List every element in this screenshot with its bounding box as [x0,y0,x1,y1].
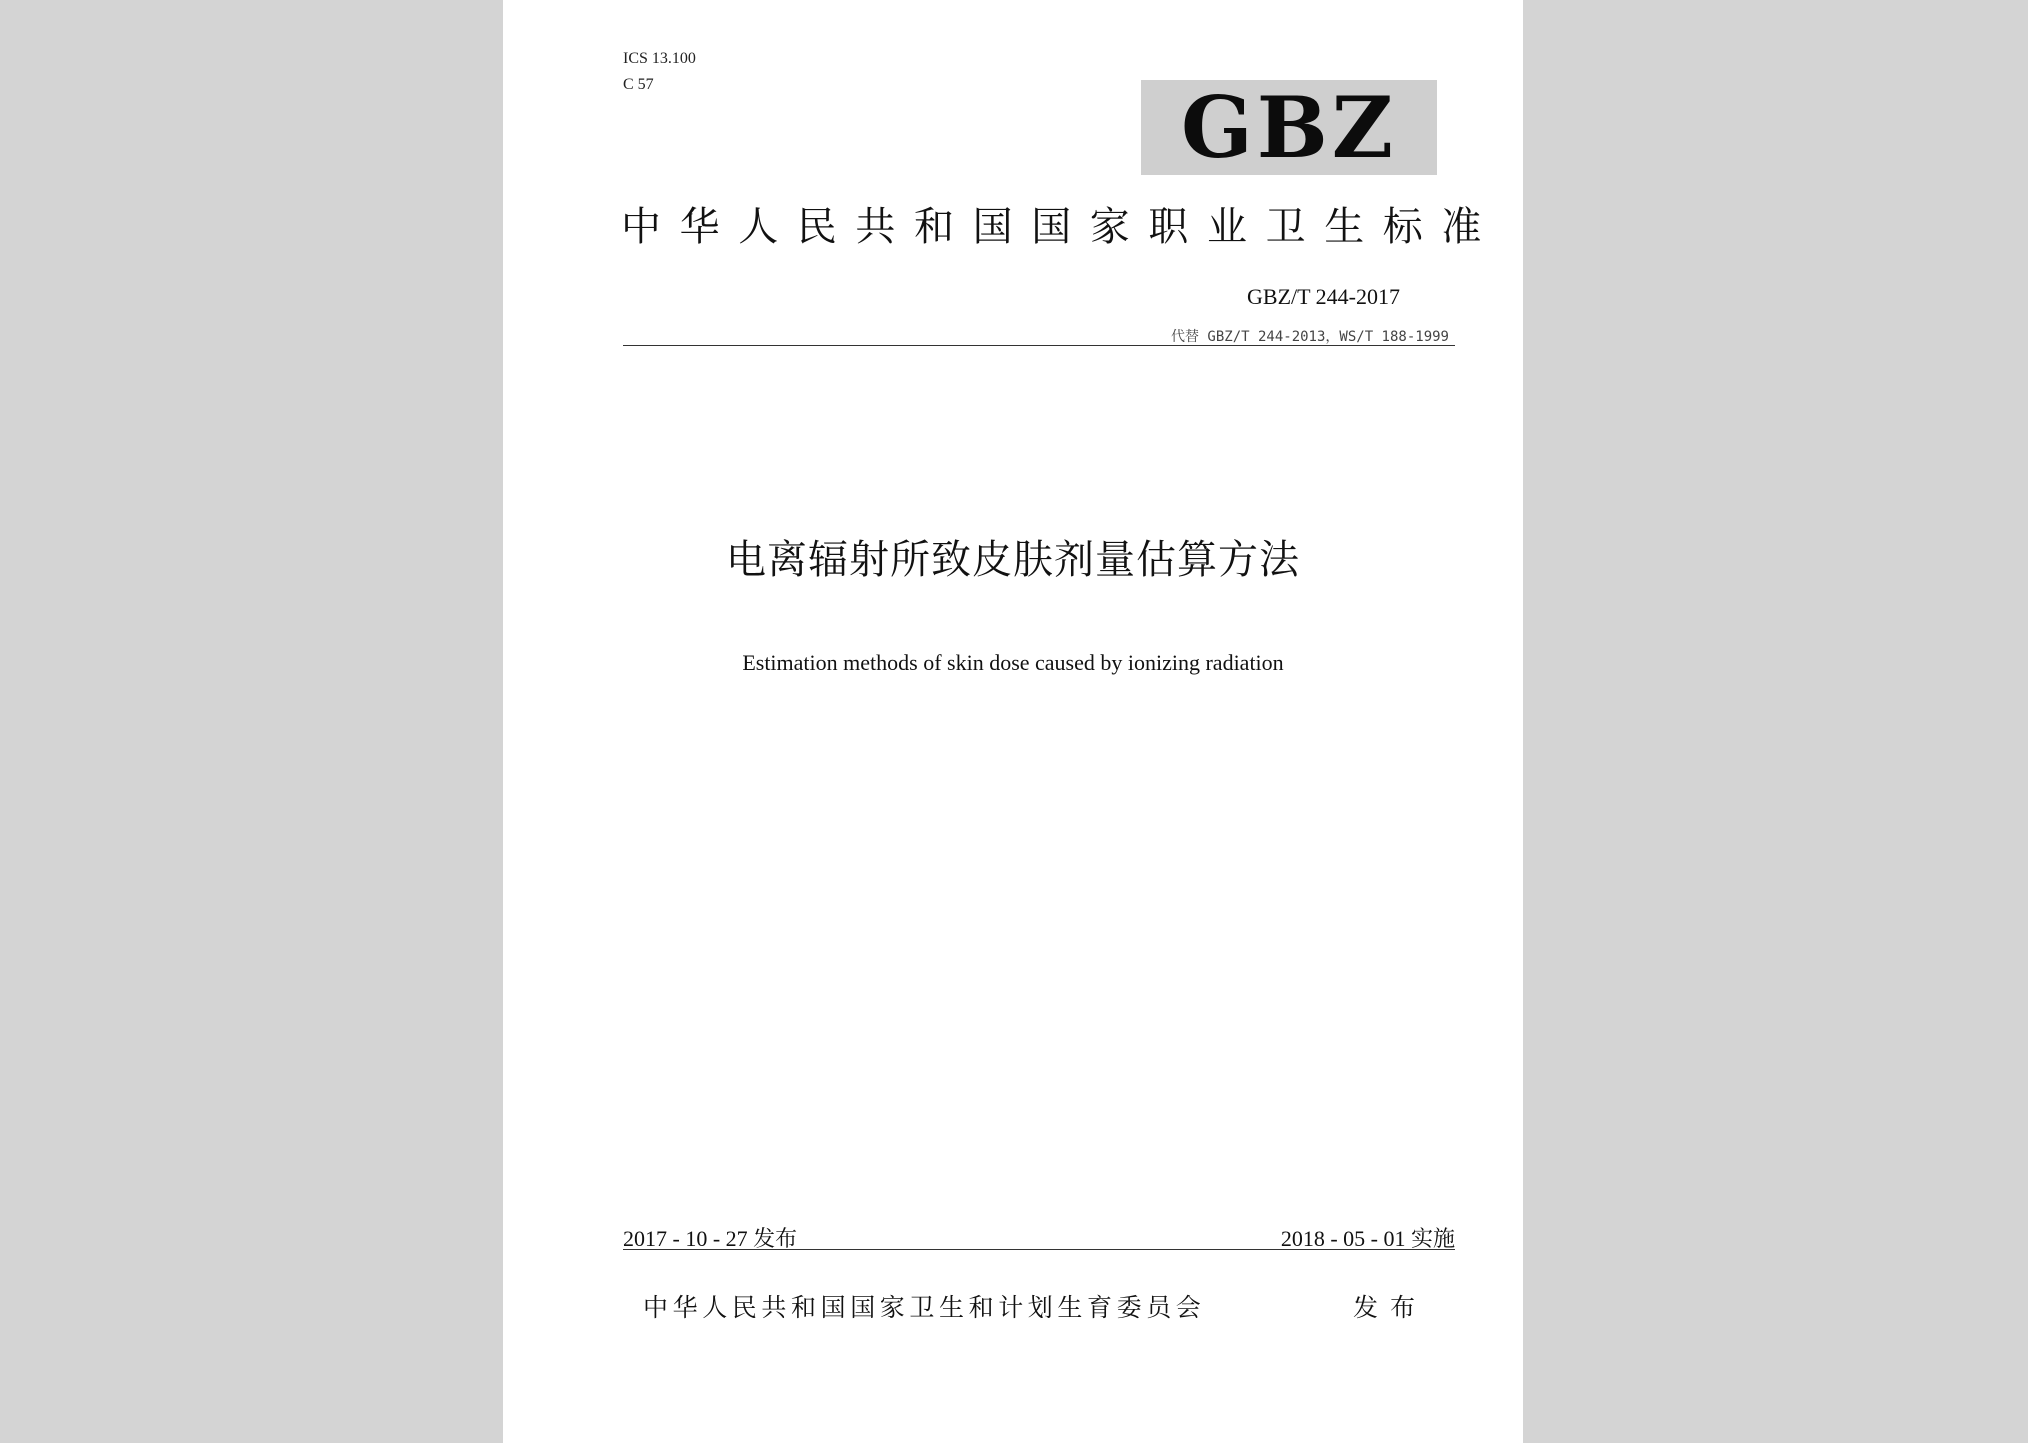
footer-divider [623,1249,1455,1250]
replaces-note: 代替 GBZ/T 244-2013，WS/T 188-1999 [1170,329,1449,345]
issuing-action: 发布 [1353,1293,1428,1322]
ics-code: ICS 13.100 [623,50,696,67]
ccs-code: C 57 [623,76,654,93]
gbz-logo: GBZ [1180,78,1398,177]
standard-number: GBZ/T 244-2017 [1247,284,1400,309]
issue-date: 2017 - 10 - 27 发布 [623,1226,798,1251]
document-page [503,0,1523,1443]
document-title-english: Estimation methods of skin dose caused by ionizing radiation [742,650,1284,675]
standard-type-heading: 中华人民共和国国家职业卫生标准 [621,204,1500,250]
document-title-chinese: 电离辐射所致皮肤剂量估算方法 [726,537,1300,583]
implementation-date: 2018 - 05 - 01 实施 [1280,1226,1455,1251]
header-divider [623,345,1455,346]
issuing-authority: 中华人民共和国国家卫生和计划生育委员会 [643,1293,1206,1322]
